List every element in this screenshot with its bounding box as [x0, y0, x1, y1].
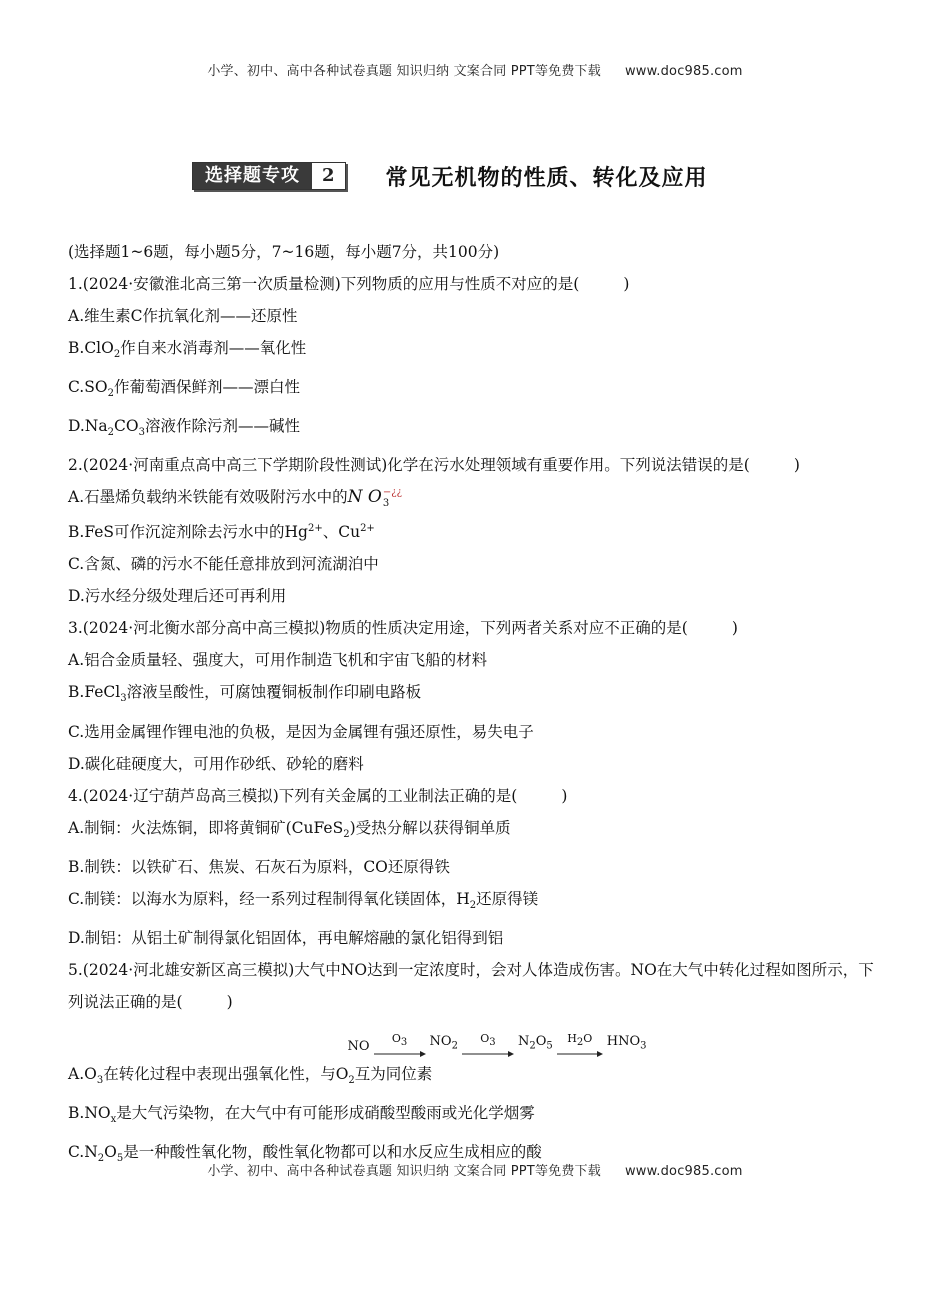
- q4-option-c: C.制镁：以海水为原料，经一系列过程制得氧化镁固体，$H_2$还原得镁: [68, 889, 539, 911]
- q4-stem: 4.(2024·辽宁葫芦岛高三模拟)下列有关金属的工业制法正确的是( ): [68, 786, 568, 805]
- header-url[interactable]: www.doc985.com: [624, 64, 743, 79]
- arrow-3-icon: [557, 1050, 603, 1058]
- reagent-2: $O_3$: [480, 1031, 496, 1048]
- q3-option-c: C.选用金属锂作锂电池的负极，是因为金属锂有强还原性，易失电子: [68, 722, 534, 741]
- q5-stem: 5.(2024·河北雄安新区高三模拟)大气中NO达到一定浓度时，会对人体造成伤害。NO在大气中转化过程如图所示，下列说法正确的是( ): [68, 960, 874, 1011]
- species-no2: $NO_2$: [429, 1034, 458, 1052]
- q4-option-b: B.制铁：以铁矿石、焦炭、石灰石为原料，CO还原得铁: [68, 857, 450, 876]
- footer-url[interactable]: www.doc985.com: [624, 1164, 743, 1179]
- q5-option-a: $A.O_3$在转化过程中表现出强氧化性，与$O_2$互为同位素: [68, 1064, 433, 1086]
- header-text: 小学、初中、高中各种试卷真题 知识归纳 文案合同 PPT等免费下载: [207, 64, 601, 79]
- arrow-1: [374, 1032, 426, 1058]
- q1-option-c: $C.SO_2$作葡萄酒保鲜剂——漂白性: [68, 378, 300, 400]
- page-title: 常见无机物的性质、转化及应用: [385, 165, 708, 191]
- badge-number: 2: [312, 163, 345, 189]
- q3-stem: 3.(2024·河北衡水部分高中高三模拟)物质的性质决定用途，下列两者关系对应不正确的是( ): [68, 619, 738, 638]
- question-content: [68, 236, 886, 1175]
- q1-option-a: A.维生素C作抗氧化剂——还原性: [68, 307, 298, 325]
- arrow-1-icon: [374, 1050, 426, 1058]
- species-no: NO: [347, 1038, 370, 1054]
- q3-option-a: A.铝合金质量轻、强度大，可用作制造飞机和宇宙飞船的材料: [68, 651, 488, 670]
- page-footer: [0, 1160, 950, 1179]
- reagent-3: $H_2O$: [567, 1031, 593, 1048]
- q5-option-b: $B.NO_x$是大气污染物，在大气中有可能形成硝酸型酸雨或光化学烟雾: [68, 1103, 535, 1125]
- arrow-2: [462, 1032, 514, 1058]
- q3-option-b: B.FeCl$_3$溶液呈酸性，可腐蚀覆铜板制作印刷电路板: [68, 683, 422, 705]
- q1-option-d: $D.Na_2CO_3$溶液作除污剂——碱性: [68, 417, 300, 439]
- badge-label: 选择题专攻: [193, 163, 312, 189]
- reagent-1: $O_3$: [391, 1031, 408, 1048]
- q1-stem: 1.(2024·安徽淮北高三第一次质量检测)下列物质的应用与性质不对应的是( ): [68, 275, 630, 293]
- arrow-3: [557, 1032, 603, 1058]
- q4-option-a: A.制铜：火法炼铜，即将黄铜矿(CuFeS$_2$)受热分解以获得铜单质: [68, 818, 511, 840]
- species-n2o5: $N_2O_5$: [517, 1034, 553, 1052]
- q2-option-a: A.石墨烯负载纳米铁能有效吸附污水中的N O −¿¿ 3: [68, 487, 402, 510]
- species-hno3: $HNO_3$: [606, 1034, 647, 1052]
- q2-option-c: C.含氮、磷的污水不能任意排放到河流湖泊中: [68, 555, 379, 574]
- q2-option-b: B.FeS可作沉淀剂除去污水中的$Hg^{2+}$、$Cu^{2+}$: [68, 523, 375, 542]
- footer-text: 小学、初中、高中各种试卷真题 知识归纳 文案合同 PPT等免费下载: [207, 1164, 601, 1179]
- q3-option-d: D.碳化硅硬度大，可用作砂纸、砂轮的磨料: [68, 754, 364, 773]
- score-intro: (选择题1~6题，每小题5分，7~16题，每小题7分，共100分): [68, 243, 500, 261]
- q1-option-b: B.ClO$_2$作自来水消毒剂——氧化性: [68, 339, 307, 361]
- q4-option-d: D.制铝：从铝土矿制得氯化铝固体，再电解熔融的氯化铝得到铝: [68, 928, 504, 947]
- page-header: [0, 60, 950, 79]
- q2-stem: 2.(2024·河南重点高中高三下学期阶段性测试)化学在污水处理领域有重要作用。下列说法错误的是( ): [68, 456, 800, 475]
- section-badge: [192, 162, 346, 190]
- title-row: [192, 158, 708, 194]
- no-conversion-scheme: [108, 1018, 886, 1058]
- q2-option-d: D.污水经分级处理后还可再利用: [68, 587, 287, 606]
- arrow-2-icon: [462, 1050, 514, 1058]
- q5-option-c: $C.N_2O_5$是一种酸性氧化物，酸性氧化物都可以和水反应生成相应的酸: [68, 1142, 542, 1164]
